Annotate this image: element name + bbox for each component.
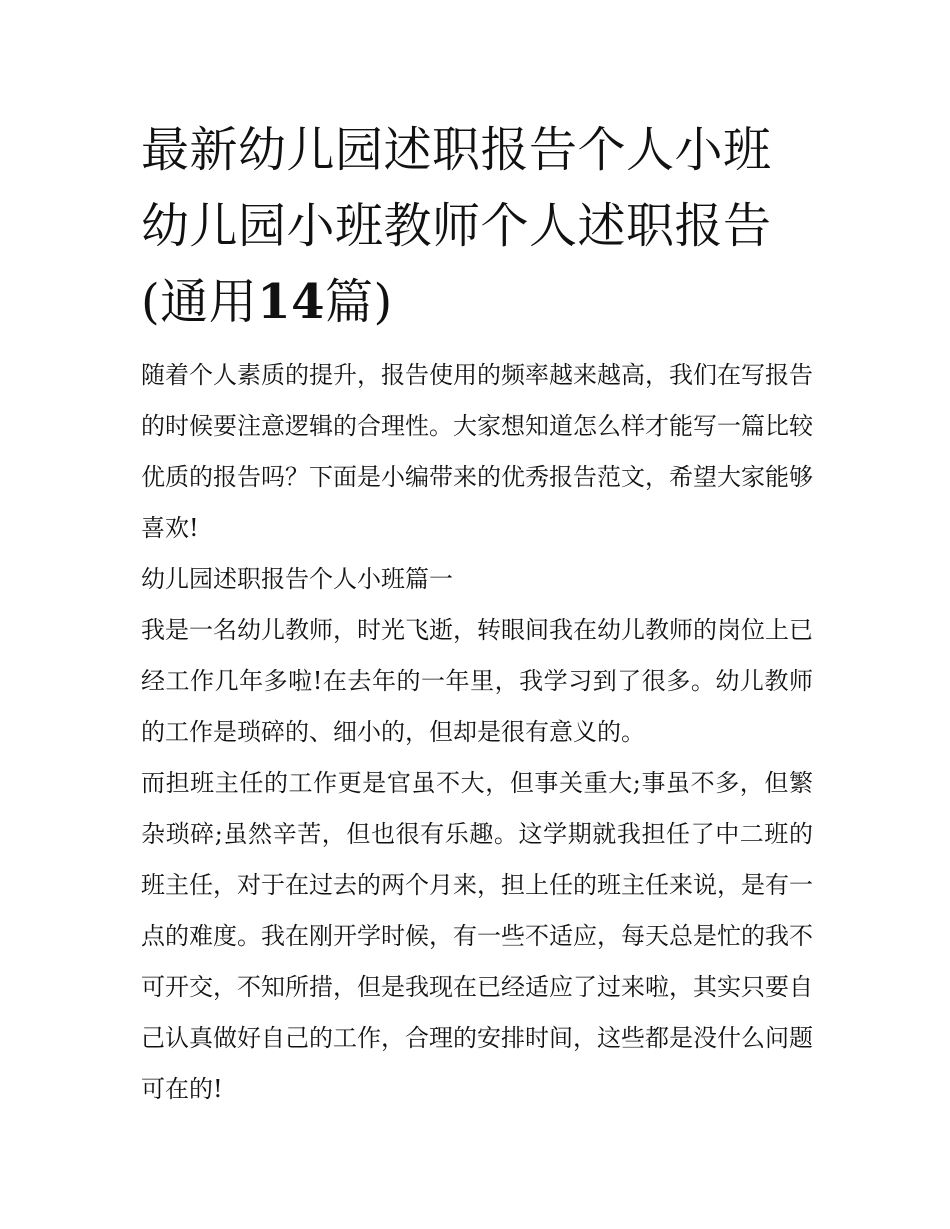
title-number: 14 (257, 274, 326, 330)
document-page (141, 112, 813, 1115)
document-title (141, 112, 813, 340)
body-paragraph-2: 而担班主任的工作更是官虽不大，但事关重大;事虽不多，但繁杂琐碎;虽然辛苦，但也很有乐趣。这学期就我担任了中二班的班主任，对于在过去的两个月来，担上任的班主任来说，是有一点的难度。我在刚开学时候，有一些不适应，每天总是忙的我不可开交，不知所措，但是我现在已经适应了过来啦，其实只要自己认真做好自己的工作，合理的安排时间，这些都是没什么问题可在的! (141, 769, 813, 1103)
body-paragraph-1: 我是一名幼儿教师，时光飞逝，转眼间我在幼儿教师的岗位上已经工作几年多啦!在去年的一年里，我学习到了很多。幼儿教师的工作是琐碎的、细小的，但却是很有意义的。 (141, 616, 813, 746)
title-text-before: 最新幼儿园述职报告个人小班幼儿园小班教师个人述职报告(通用 (141, 122, 772, 330)
title-text-after: 篇) (325, 274, 393, 330)
section-heading: 幼儿园述职报告个人小班篇一 (141, 565, 453, 593)
intro-paragraph: 随着个人素质的提升，报告使用的频率越来越高，我们在写报告的时候要注意逻辑的合理性。大家想知道怎么样才能写一篇比较优质的报告吗？下面是小编带来的优秀报告范文，希望大家能够喜欢! (141, 361, 813, 542)
